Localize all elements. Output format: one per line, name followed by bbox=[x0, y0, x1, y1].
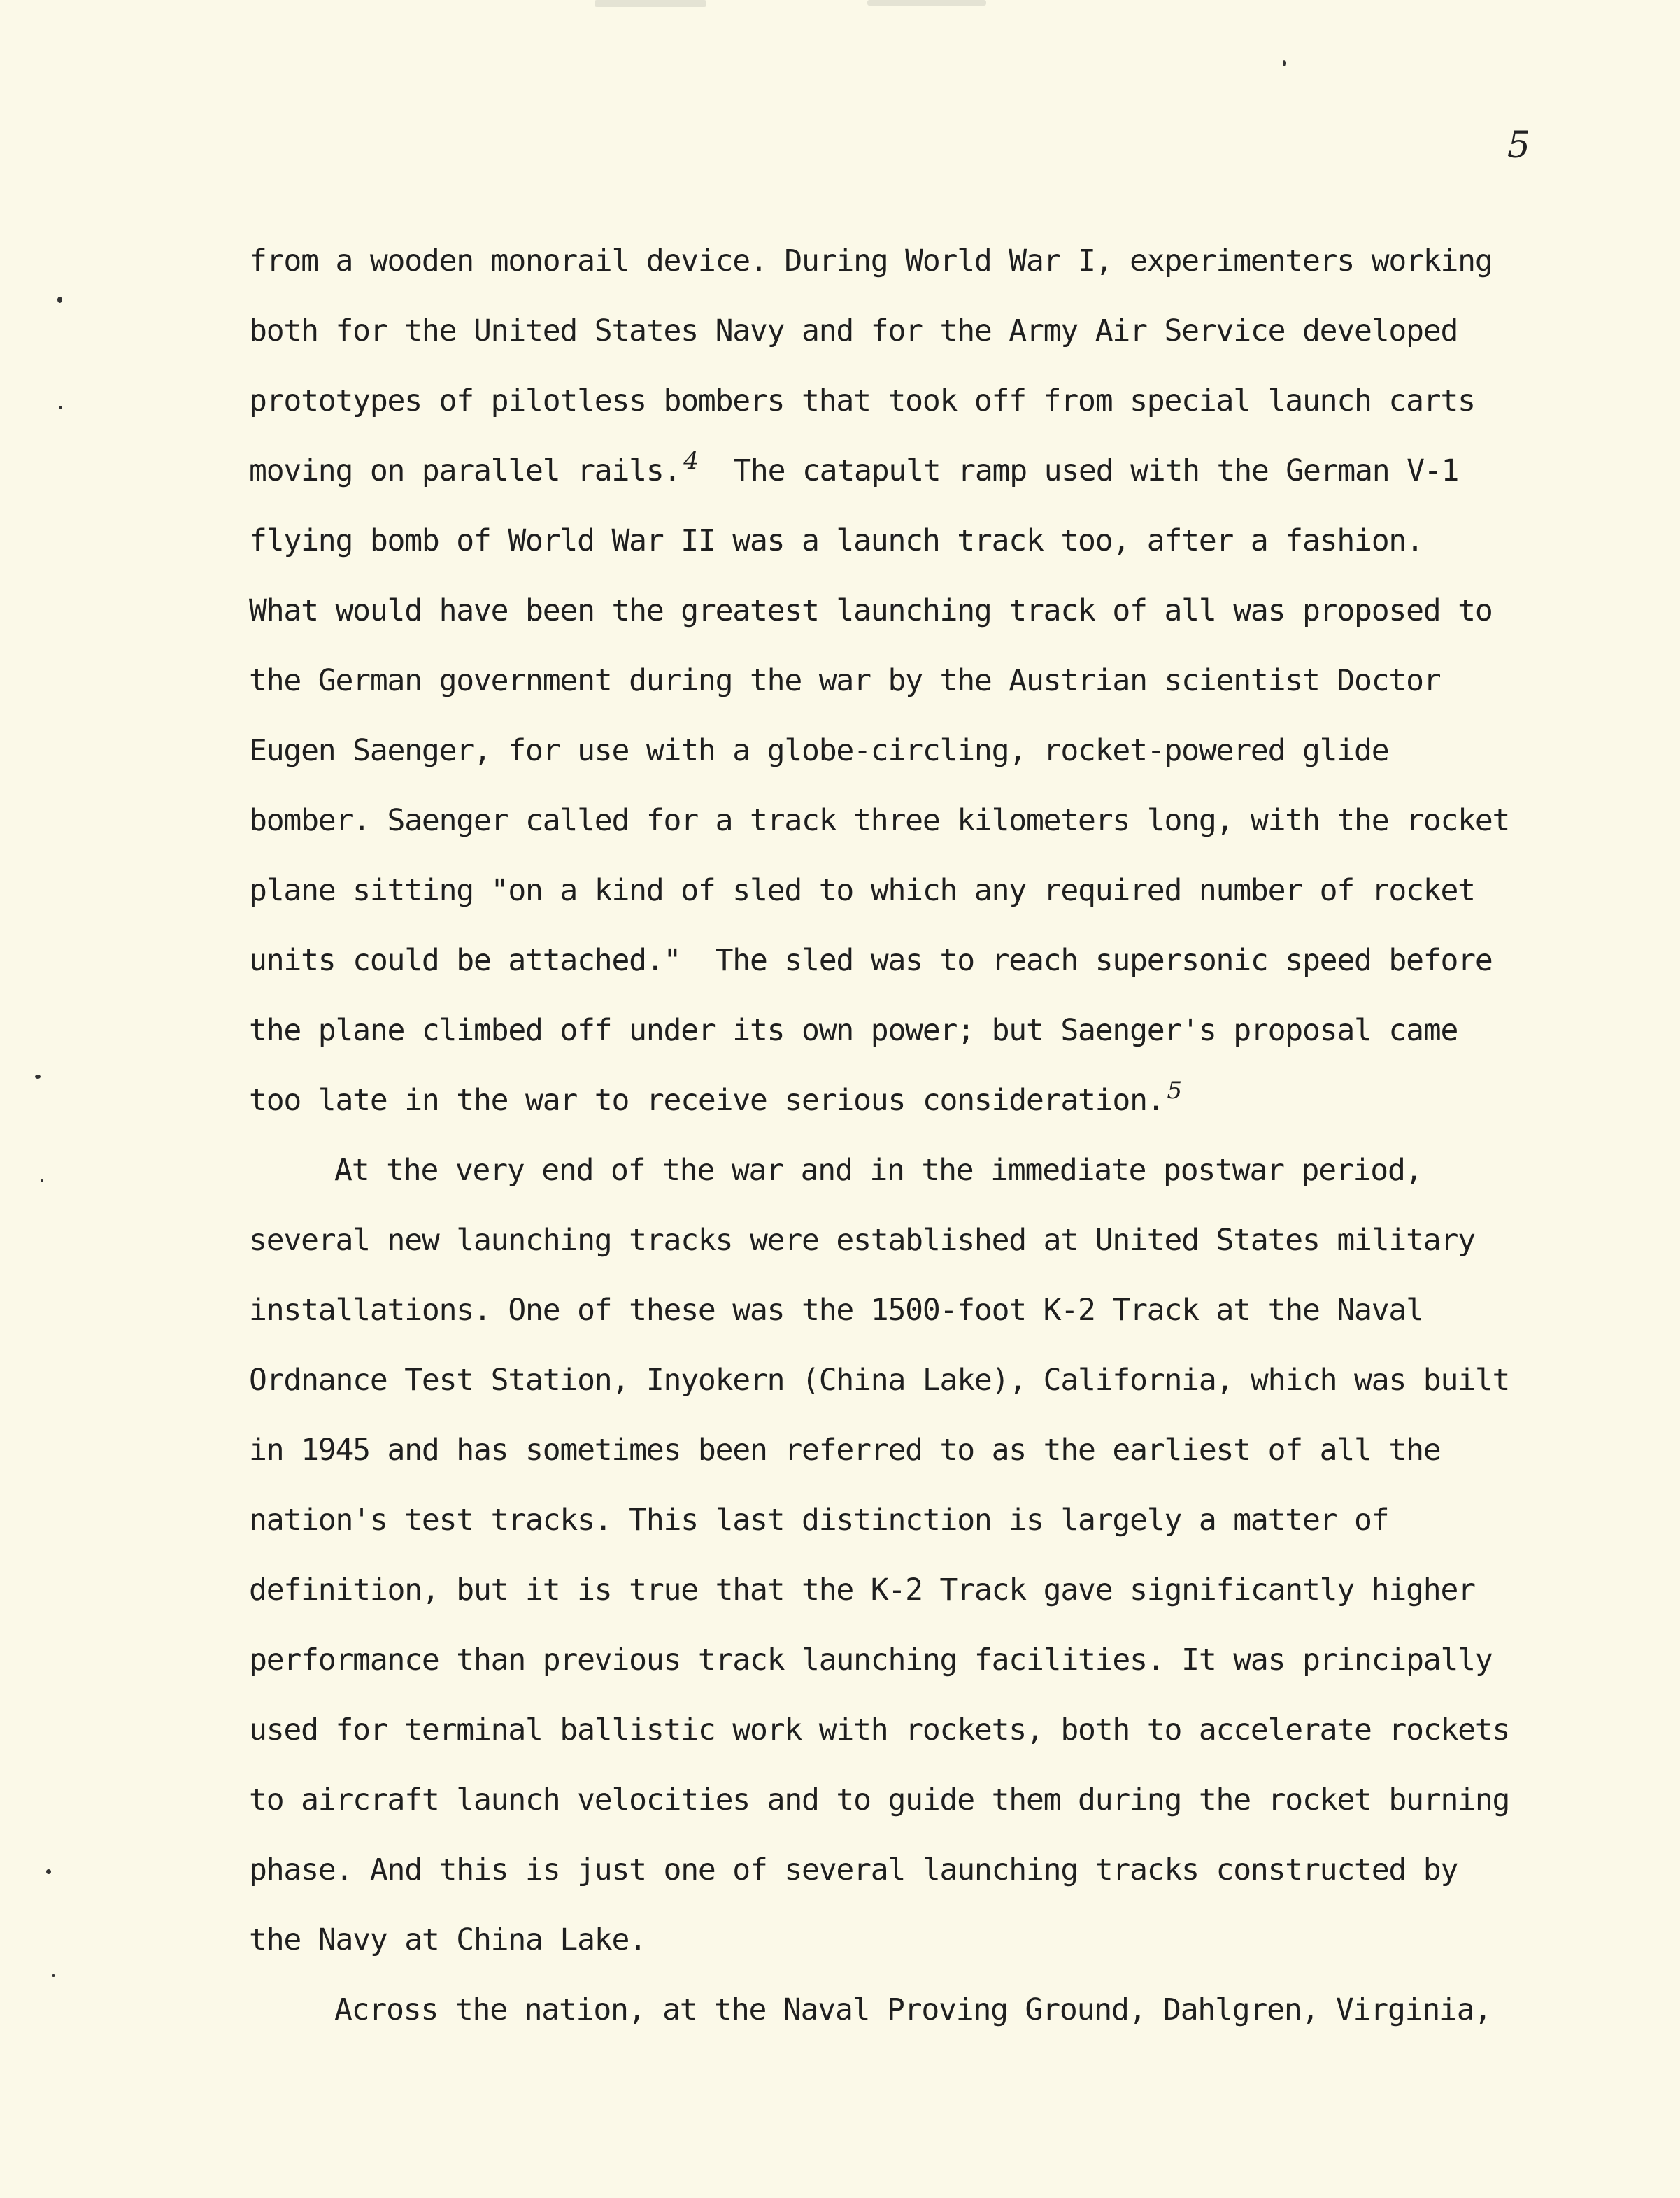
text-line bbox=[249, 447, 1564, 522]
text-line bbox=[249, 522, 1564, 592]
margin-speck bbox=[59, 406, 62, 409]
text-line bbox=[249, 1711, 1564, 1781]
line-text: in 1945 and has sometimes been referred to as the earliest of all the bbox=[249, 1433, 1441, 1468]
line-text: nation's test tracks. This last distinction is largely a matter of bbox=[249, 1503, 1389, 1538]
text-line bbox=[249, 1781, 1564, 1851]
line-text: the Navy at China Lake. bbox=[249, 1922, 646, 1957]
line-text: prototypes of pilotless bombers that took off from special launch carts bbox=[249, 383, 1475, 418]
margin-speck bbox=[35, 1075, 41, 1079]
line-text: Ordnance Test Station, Inyokern (China Lake), California, which was built bbox=[249, 1363, 1510, 1398]
text-line bbox=[249, 942, 1564, 1012]
line-text: too late in the war to receive serious consideration. bbox=[249, 1083, 1165, 1118]
line-text: units could be attached." The sled was to reach supersonic speed before bbox=[249, 943, 1493, 978]
line-text: performance than previous track launching facilities. It was principally bbox=[249, 1643, 1493, 1678]
text-line bbox=[249, 1361, 1564, 1431]
text-line bbox=[249, 872, 1564, 942]
line-text: Eugen Saenger, for use with a globe-circling, rocket-powered glide bbox=[249, 733, 1389, 768]
line-text: from a wooden monorail device. During World War I, experimenters working bbox=[249, 243, 1493, 278]
text-line bbox=[249, 1921, 1564, 1991]
line-text: bomber. Saenger called for a track three kilometers long, with the rocket bbox=[249, 803, 1510, 838]
text-line bbox=[249, 1221, 1564, 1291]
text-line bbox=[249, 1012, 1564, 1082]
line-text: plane sitting "on a kind of sled to which any required number of rocket bbox=[249, 873, 1475, 908]
line-text: used for terminal ballistic work with rockets, both to accelerate rockets bbox=[249, 1713, 1510, 1747]
line-text-continued: The catapult ramp used with the German V-1 bbox=[698, 453, 1459, 488]
line-text: to aircraft launch velocities and to guide them during the rocket burning bbox=[249, 1782, 1510, 1817]
margin-speck bbox=[41, 1179, 43, 1182]
top-edge-smudge bbox=[595, 0, 706, 7]
line-text: Across the nation, at the Naval Proving Ground, Dahlgren, Virginia, bbox=[334, 1992, 1492, 2027]
text-line bbox=[249, 312, 1564, 382]
text-line bbox=[249, 1501, 1564, 1571]
line-text: What would have been the greatest launching track of all was proposed to bbox=[249, 593, 1493, 628]
text-line bbox=[249, 802, 1564, 872]
footnote-marker: 5 bbox=[1167, 1077, 1183, 1105]
footnote-marker: 4 bbox=[683, 447, 699, 475]
text-line bbox=[249, 1431, 1564, 1501]
line-text: definition, but it is true that the K-2 Track gave significantly higher bbox=[249, 1573, 1475, 1608]
top-edge-smudge bbox=[867, 0, 986, 6]
line-text: the German government during the war by the Austrian scientist Doctor bbox=[249, 663, 1441, 698]
line-text: several new launching tracks were established at United States military bbox=[249, 1223, 1475, 1258]
margin-speck bbox=[1283, 60, 1286, 66]
text-line bbox=[249, 242, 1564, 312]
text-line bbox=[249, 1077, 1564, 1151]
line-text: both for the United States Navy and for the Army Air Service developed bbox=[249, 313, 1458, 348]
text-line bbox=[249, 382, 1564, 452]
text-line bbox=[249, 1571, 1564, 1641]
text-line bbox=[249, 732, 1564, 802]
text-line bbox=[249, 1151, 1564, 1221]
page-number: 5 bbox=[1507, 125, 1530, 166]
line-text: flying bomb of World War II was a launch track too, after a fashion. bbox=[249, 523, 1423, 558]
text-line bbox=[249, 1851, 1564, 1921]
text-line bbox=[249, 1641, 1564, 1711]
margin-speck bbox=[57, 297, 62, 303]
text-line bbox=[249, 592, 1564, 662]
line-text: the plane climbed off under its own power; but Saenger's proposal came bbox=[249, 1013, 1458, 1048]
margin-speck bbox=[46, 1869, 51, 1874]
text-line bbox=[249, 1991, 1564, 2061]
body-text bbox=[249, 242, 1564, 2061]
margin-speck bbox=[52, 1974, 55, 1977]
text-line bbox=[249, 662, 1564, 732]
text-line bbox=[249, 1291, 1564, 1361]
line-text: installations. One of these was the 1500-foot K-2 Track at the Naval bbox=[249, 1293, 1423, 1328]
line-text: phase. And this is just one of several launching tracks constructed by bbox=[249, 1852, 1458, 1887]
line-text: At the very end of the war and in the immediate postwar period, bbox=[334, 1153, 1423, 1188]
line-text: moving on parallel rails. bbox=[249, 453, 681, 488]
